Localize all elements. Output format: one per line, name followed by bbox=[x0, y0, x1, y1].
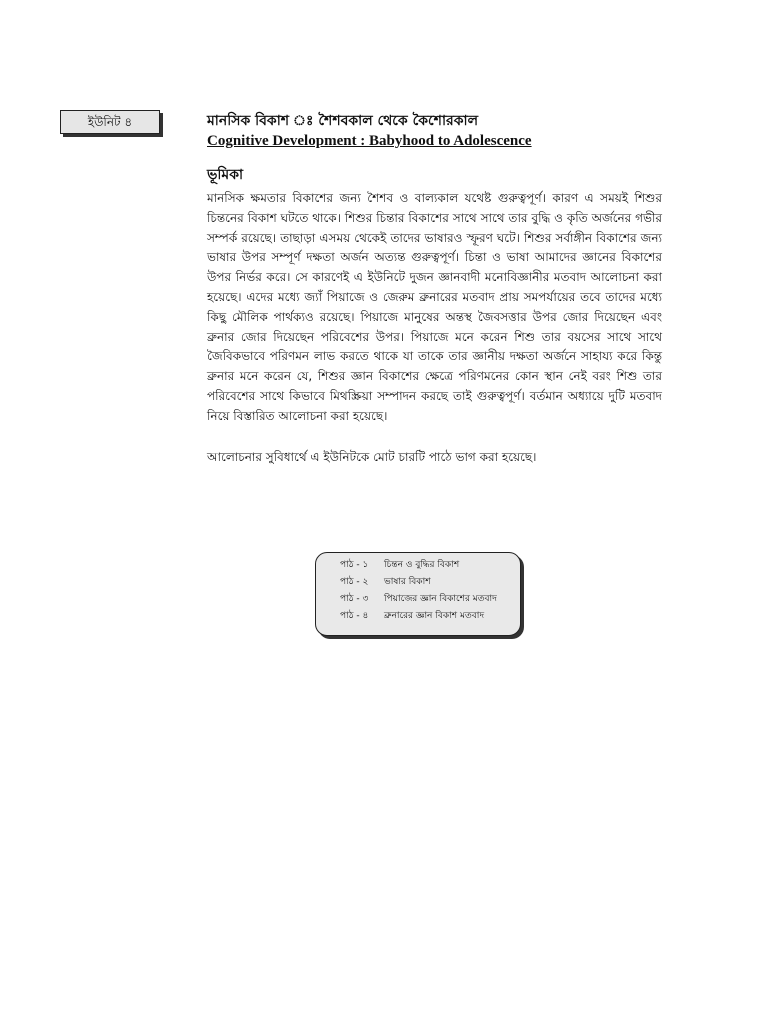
lesson-title: ভাষার বিকাশ bbox=[384, 577, 431, 587]
lesson-title: ব্রুনারের জ্ঞান বিকাশ মতবাদ bbox=[384, 611, 485, 621]
lesson-title: চিন্তন ও বুদ্ধির বিকাশ bbox=[384, 560, 460, 570]
section-heading: ভূমিকা bbox=[207, 167, 244, 183]
chapter-title-bengali: মানসিক বিকাশ ঃ শৈশবকাল থেকে কৈশোরকাল bbox=[207, 113, 479, 129]
division-note: আলোচনার সুবিধার্থে এ ইউনিটকে মোট চারটি পাঠে ভাগ করা হয়েছে। bbox=[207, 450, 537, 464]
lesson-item bbox=[340, 574, 520, 591]
lesson-number: পাঠ - ৩ bbox=[340, 594, 369, 604]
lesson-number: পাঠ - ২ bbox=[340, 577, 369, 587]
lesson-title: পিয়াজের জ্ঞান বিকাশের মতবাদ bbox=[384, 594, 497, 604]
lessons-box bbox=[315, 552, 521, 636]
lesson-item bbox=[340, 608, 520, 625]
lesson-number: পাঠ - ৪ bbox=[340, 611, 369, 621]
unit-badge: ইউনিট ৪ bbox=[60, 110, 160, 134]
chapter-title-english: Cognitive Development : Babyhood to Adolescence bbox=[207, 133, 532, 149]
intro-paragraph: মানসিক ক্ষমতার বিকাশের জন্য শৈশব ও বাল্যকাল যথেষ্ট গুরুত্বপূর্ণ। কারণ এ সময়ই শিশুর চিন্তনের বিকাশ ঘটতে থাকে। শিশুর চিন্তার বিকাশের সাথে সাথে তার বুদ্ধি ও কৃতি অর্জনের গভীর সম্পর্ক রয়েছে। তাছাড়া এসময় থেকেই তাদের ভাষারও স্ফূরণ ঘটে। শিশুর সর্বাঙ্গীন বিকাশের জন্য ভাষার উপর সম্পূর্ণ দক্ষতা অর্জন অত্যন্ত গুরুত্বপূর্ণ। চিন্তা ও ভাষা আমাদের জ্ঞানের বিকাশের উপর নির্ভর করে। সে কারণেই এ ইউনিটে দুজন জ্ঞানবাদী মনোবিজ্ঞানীর মতবাদ আলোচনা করা হয়েছে। এদের মধ্যে জ্যাঁ পিয়াজে ও জেরুম ব্রুনারের মতবাদ প্রায় সমপর্যায়ের তবে তাদের মধ্যে কিছু মৌলিক পার্থক্যও রয়েছে। পিয়াজে মানুষের অন্তস্থ জৈবসত্তার উপর জোর দিয়েছেন এবং ব্রুনার জোর দিয়েছেন পরিবেশের উপর। পিয়াজে মনে করেন শিশু তার বয়সের সাথে সাথে জৈবিকভাবে পরিণমন লাভ করতে থাকে যা তাকে তার জ্ঞানীয় দক্ষতা অর্জনে সাহায্য করে কিন্তু ব্রুনার মনে করেন যে, শিশুর জ্ঞান বিকাশের ক্ষেত্রে পরিণমনের কোন স্থান নেই বরং শিশু তার পরিবেশের সাথে কিভাবে মিথস্ক্রিয়া সম্পাদন করছে তাই গুরুত্বপূর্ণ। বর্তমান অধ্যায়ে দুটি মতবাদ নিয়ে বিস্তারিত আলোচনা করা হয়েছে। bbox=[207, 191, 662, 423]
lesson-number: পাঠ - ১ bbox=[340, 560, 369, 570]
lesson-item bbox=[340, 591, 520, 608]
lesson-item bbox=[340, 557, 520, 574]
